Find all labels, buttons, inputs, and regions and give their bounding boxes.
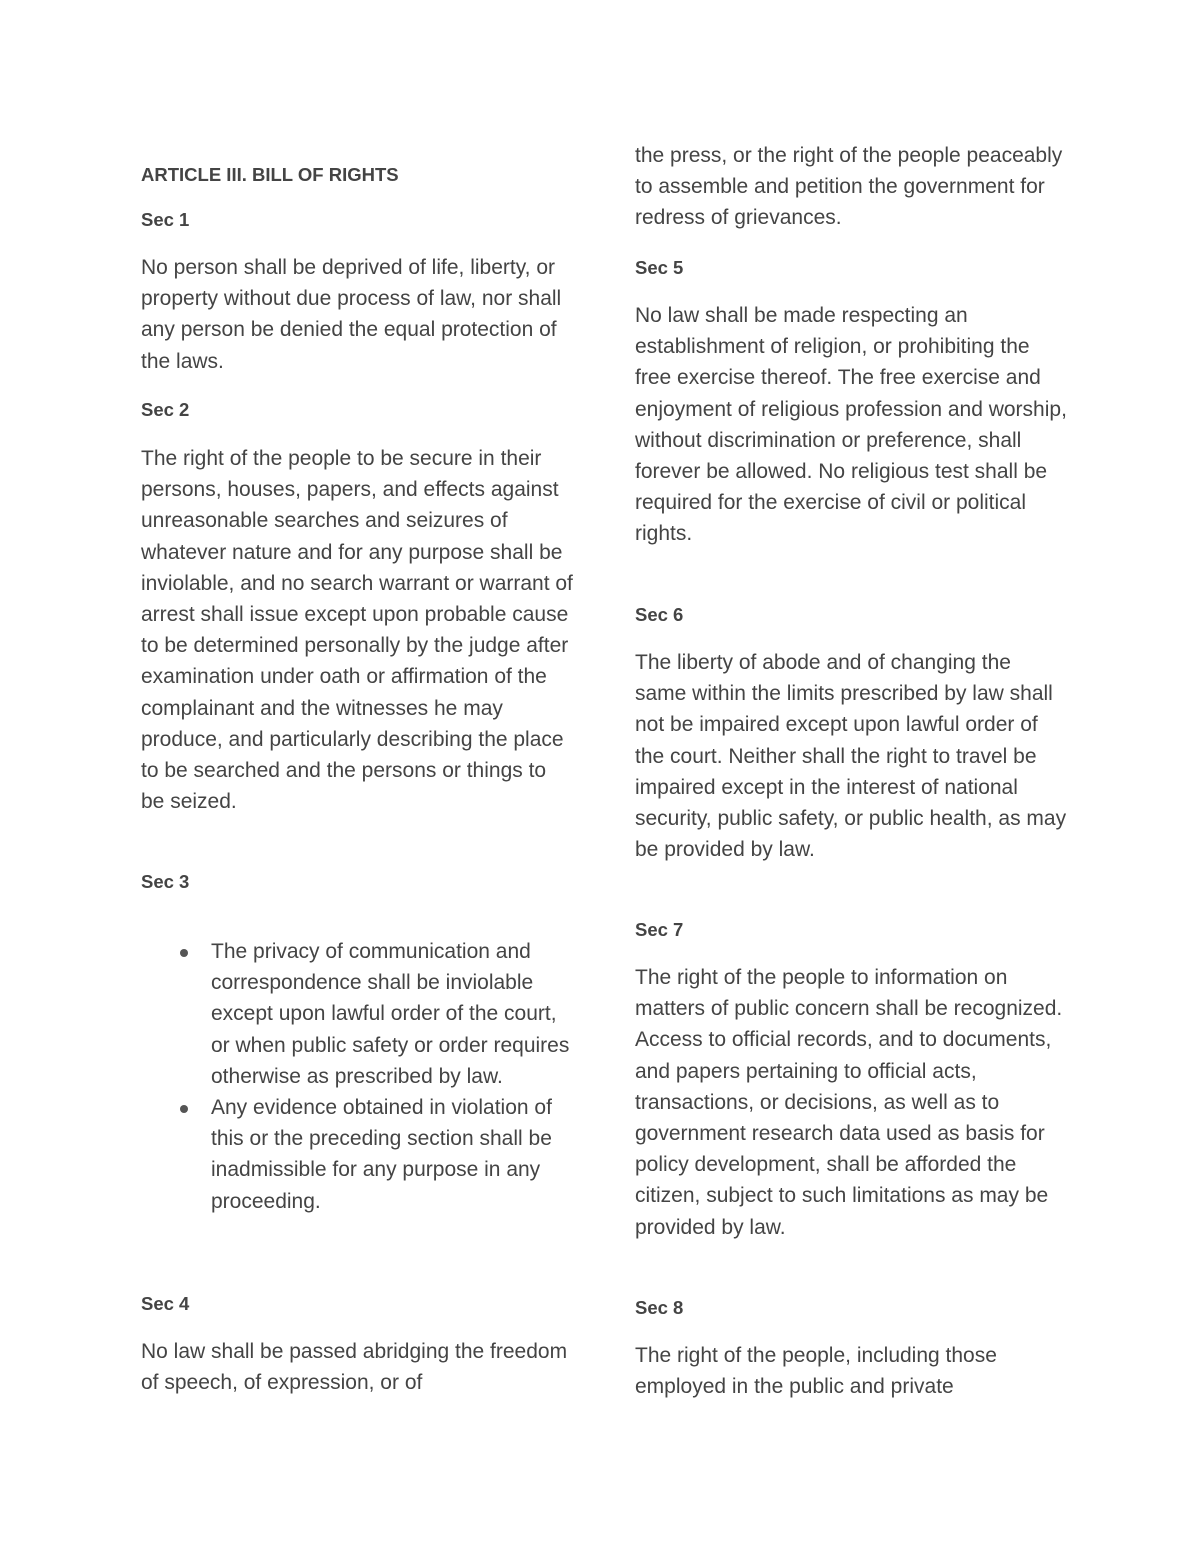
sec7-text: The right of the people to information on matters of public concern shall be recognized. Access to official records, and to documents, and papers pertaining to official acts, transactions, or decisions, as well as to government research data used as basis for policy development, shall be afforded the citizen, subject to such limitations as may be provided by law.: [635, 966, 1063, 1239]
sec3-bullet-list: [141, 936, 573, 1217]
sec4-text-part2: the press, or the right of the people peaceably to assemble and petition the government for redress of grievances.: [635, 144, 1063, 230]
sec4-heading: Sec 4: [141, 1293, 190, 1314]
sec6-text: The liberty of abode and of changing the same within the limits prescribed by law shall not be impaired except upon lawful order of the court. Neither shall the right to travel be impaired except in the interest of national security, public safety, or public health, as may be provided by law.: [635, 651, 1067, 862]
sec1-text: No person shall be deprived of life, liberty, or property without due process of law, nor shall any person be denied the equal protection of the laws.: [141, 256, 562, 373]
sec4-text-part1: No law shall be passed abridging the freedom of speech, of expression, or of: [141, 1340, 568, 1395]
sec7-heading: Sec 7: [635, 919, 684, 940]
sec5-heading: Sec 5: [635, 257, 684, 278]
sec1-heading: Sec 1: [141, 209, 190, 230]
bullet-icon: [180, 949, 188, 957]
sec8-text: The right of the people, including those employed in the public and private: [635, 1344, 997, 1399]
sec3-heading: Sec 3: [141, 871, 190, 892]
article-title: ARTICLE III. BILL OF RIGHTS: [141, 164, 399, 185]
sec2-heading: Sec 2: [141, 399, 190, 420]
sec2-text: The right of the people to be secure in their persons, houses, papers, and effects against unreasonable searches and seizures of whatever nature and for any purpose shall be inviolable, and no search warrant or warrant of arrest shall issue except upon probable cause to be determined personally by the judge after examination under oath or affirmation of the complainant and the witnesses he may produce, and particularly describing the place to be searched and the persons or things to be seized.: [141, 447, 573, 814]
sec3-bullet-text-2: Any evidence obtained in violation of this or the preceding section shall be inadmissible for any purpose in any proceeding.: [211, 1096, 552, 1213]
sec6-heading: Sec 6: [635, 604, 684, 625]
sec3-bullet-item-2: [141, 1092, 573, 1217]
sec3-bullet-item-1: [141, 936, 573, 1092]
sec8-heading: Sec 8: [635, 1297, 684, 1318]
bullet-icon: [180, 1105, 188, 1113]
sec3-bullet-text-1: The privacy of communication and correspondence shall be inviolable except upon lawful order of the court, or when public safety or order requires otherwise as prescribed by law.: [211, 940, 570, 1088]
sec5-text: No law shall be made respecting an establishment of religion, or prohibiting the free exercise thereof. The free exercise and enjoyment of religious profession and worship, without discrimination or preference, shall forever be allowed. No religious test shall be required for the exercise of civil or political rights.: [635, 304, 1067, 546]
